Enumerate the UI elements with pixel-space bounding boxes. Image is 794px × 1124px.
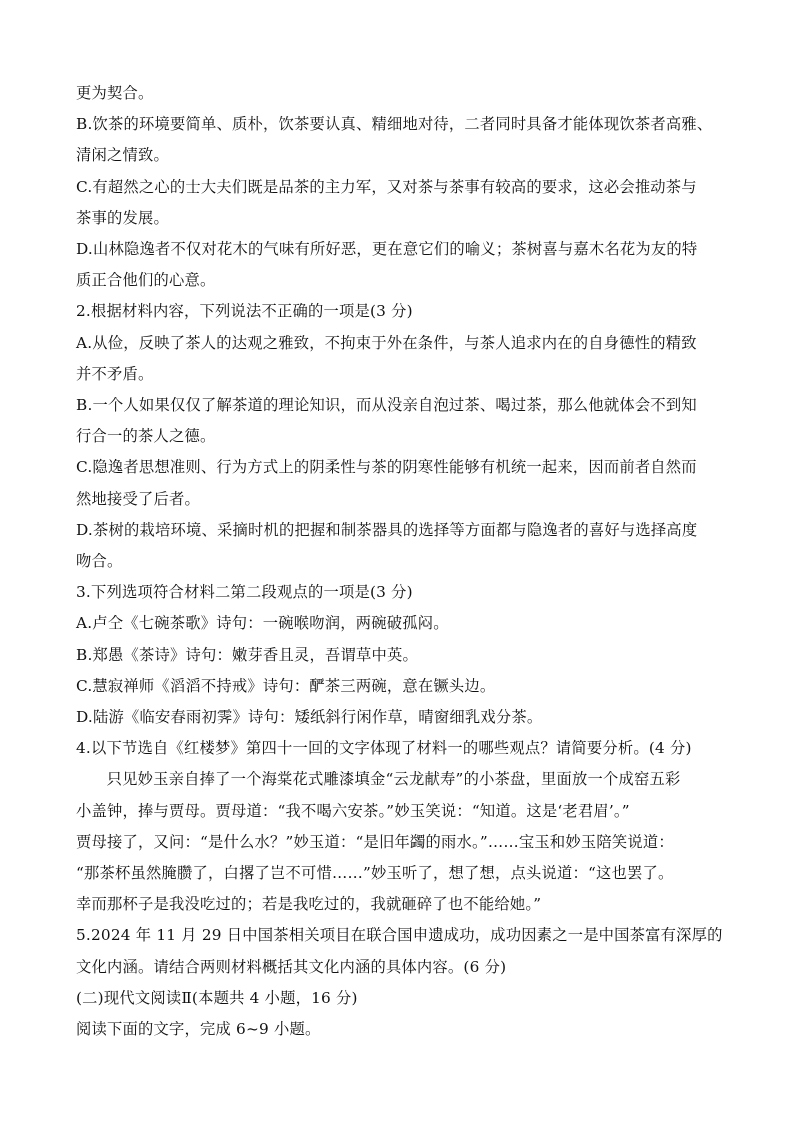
option-d-line: D.茶树的栽培环境、采摘时机的把握和制茶器具的选择等方面都与隐逸者的喜好与选择高度 — [76, 520, 698, 539]
excerpt-line: 只见妙玉亲自捧了一个海棠花式雕漆填金“云龙献寿”的小茶盘，里面放一个成窑五彩 — [106, 770, 681, 789]
text-line: 清闲之情致。 — [76, 146, 169, 165]
option-b-line: B.饮茶的环境要简单、质朴，饮茶要认真、精细地对待，二者同时具备才能体现饮茶者高雅、 — [76, 115, 713, 134]
text-line: 然地接受了后者。 — [76, 489, 200, 508]
question-5: 5.2024 年 11 月 29 日中国茶相关项目在联合国申遗成功，成功因素之一是中国茶富有深厚的 — [76, 926, 723, 945]
text-line: 茶事的发展。 — [76, 208, 169, 227]
option-b-line: B.一个人如果仅仅了解茶道的理论知识，而从没亲自泡过茶、喝过茶，那么他就体会不到知 — [76, 396, 697, 415]
option-c-line: C.慧寂禅师《滔滔不持戒》诗句：酽茶三两碗，意在镢头边。 — [76, 676, 496, 695]
excerpt-line: 贾母接了，又问：“是什么水？”妙玉道：“是旧年蠲的雨水。”……宝玉和妙玉陪笑说道： — [76, 832, 674, 851]
question-2: 2.根据材料内容，下列说法不正确的一项是(3 分) — [76, 302, 413, 321]
text-line: 并不矛盾。 — [76, 364, 154, 383]
section-heading: (二)现代文阅读Ⅱ(本题共 4 小题，16 分) — [76, 988, 358, 1007]
option-b-line: B.郑愚《茶诗》诗句：嫩芽香且灵，吾谓草中英。 — [76, 645, 418, 664]
text-line: 更为契合。 — [76, 84, 154, 102]
question-4: 4.以下节选自《红楼梦》第四十一回的文字体现了材料一的哪些观点？请简要分析。(4 分) — [76, 739, 692, 758]
excerpt-line: 小盖钟，捧与贾母。贾母道：“我不喝六安茶。”妙玉笑说：“知道。这是‘老君眉’。” — [76, 801, 630, 820]
text-line: 行合一的茶人之德。 — [76, 427, 216, 446]
option-c-line: C.有超然之心的士大夫们既是品茶的主力军，又对茶与茶事有较高的要求，这必会推动茶与 — [76, 177, 697, 196]
option-c-line: C.隐逸者思想准则、行为方式上的阴柔性与茶的阴寒性能够有机统一起来，因而前者自然而 — [76, 458, 697, 477]
text-line: 吻合。 — [76, 552, 123, 571]
question-3: 3.下列选项符合材料二第二段观点的一项是(3 分) — [76, 583, 413, 602]
excerpt-line: “那茶杯虽然腌臜了，白撂了岂不可惜……”妙玉听了，想了想，点头说道：“这也罢了。 — [76, 864, 674, 883]
text-line: 质正合他们的心意。 — [76, 271, 216, 290]
option-a-line: A.从俭，反映了茶人的达观之雅致，不拘束于外在条件，与茶人追求内在的自身德性的精致 — [76, 333, 697, 352]
option-d-line: D.山林隐逸者不仅对花木的气味有所好恶，更在意它们的喻义；茶树喜与嘉木名花为友的特 — [76, 240, 698, 259]
instruction-line: 阅读下面的文字，完成 6~9 小题。 — [76, 1020, 321, 1039]
text-line: 文化内涵。请结合两则材料概括其文化内涵的具体内容。(6 分) — [76, 957, 507, 976]
option-d-line: D.陆游《临安春雨初霁》诗句：矮纸斜行闲作草，晴窗细乳戏分茶。 — [76, 708, 543, 727]
option-a-line: A.卢仝《七碗茶歌》诗句：一碗喉吻润，两碗破孤闷。 — [76, 614, 449, 633]
exam-page — [76, 78, 726, 1045]
excerpt-line: 幸而那杯子是我没吃过的；若是我吃过的，我就砸碎了也不能给她。” — [76, 895, 542, 914]
